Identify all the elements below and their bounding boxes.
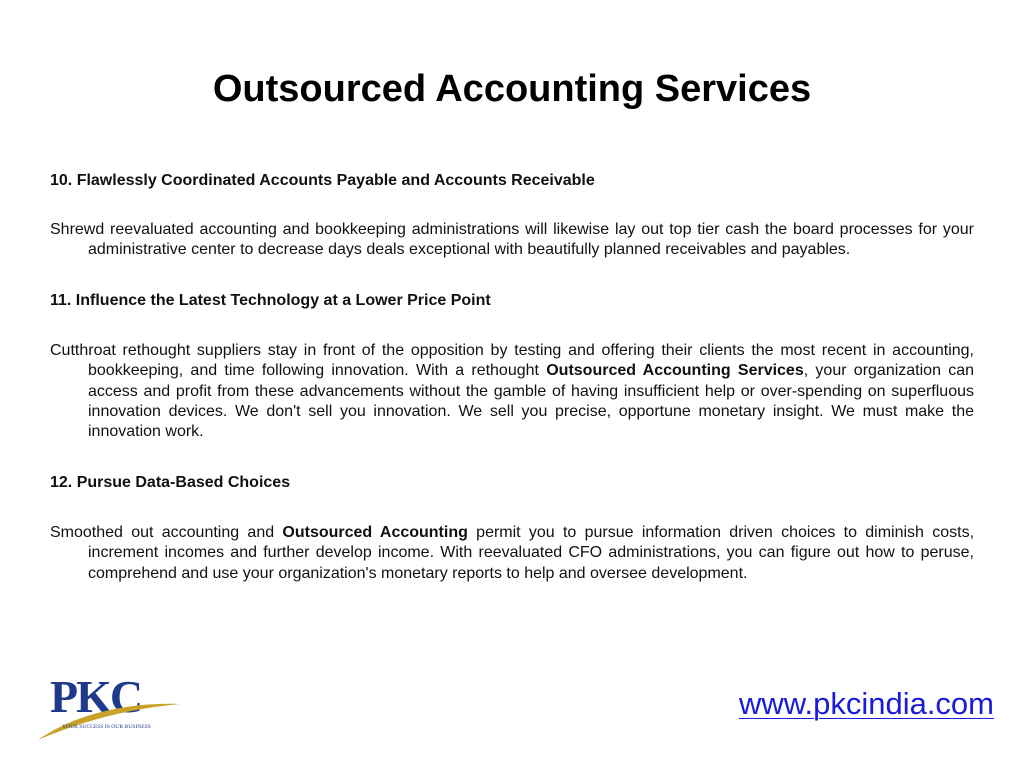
section-paragraph-12 xyxy=(50,523,974,584)
paragraph-text: permit you to pursue information driven choices to diminish costs, increment incomes and further develop income. With reevaluated CFO administrations, you can figure out how to peruse, comprehend and use your organization's monetary reports to help and oversee development. xyxy=(88,523,975,582)
paragraph-bold-text: Outsourced Accounting xyxy=(282,523,468,541)
logo-wordmark: PKC xyxy=(50,671,142,722)
slide-content xyxy=(50,170,974,584)
logo-tagline: YOUR SUCCESS IS OUR BUSINESS xyxy=(62,724,151,730)
paragraph-text: Cutthroat rethought suppliers stay in front of the opposition by testing and offering their clients the most recent in accounting, bookkeeping, and time following innovation. With a rethought xyxy=(50,341,974,380)
paragraph-bold-text: Outsourced Accounting Services xyxy=(546,362,804,380)
pkc-logo xyxy=(34,668,184,744)
pkc-logo-graphic xyxy=(34,668,184,744)
section-heading-12: 12. Pursue Data-Based Choices xyxy=(50,473,291,491)
paragraph-text: Smoothed out accounting and xyxy=(50,523,283,541)
section-paragraph-11 xyxy=(50,341,974,443)
paragraph-text: , your organization can access and profit from these advancements without the gamble of having insufficient help or over-spending on superfluous innovation devices. We don't sell you innovation. We sell you precise, opportune monetary insight. We must make the innovation work. xyxy=(88,362,975,441)
section-heading-11: 11. Influence the Latest Technology at a Lower Price Point xyxy=(50,291,491,309)
section-paragraph-10: Shrewd reevaluated accounting and bookkeeping administrations will likewise lay out top tier cash the board processes for your administrative center to decrease days deals exceptional with beautifully planned receivables and payables. xyxy=(50,221,974,259)
section-heading-10: 10. Flawlessly Coordinated Accounts Payable and Accounts Receivable xyxy=(50,172,595,189)
slide-title: Outsourced Accounting Services xyxy=(212,68,812,110)
website-link[interactable]: www.pkcindia.com xyxy=(739,686,994,721)
